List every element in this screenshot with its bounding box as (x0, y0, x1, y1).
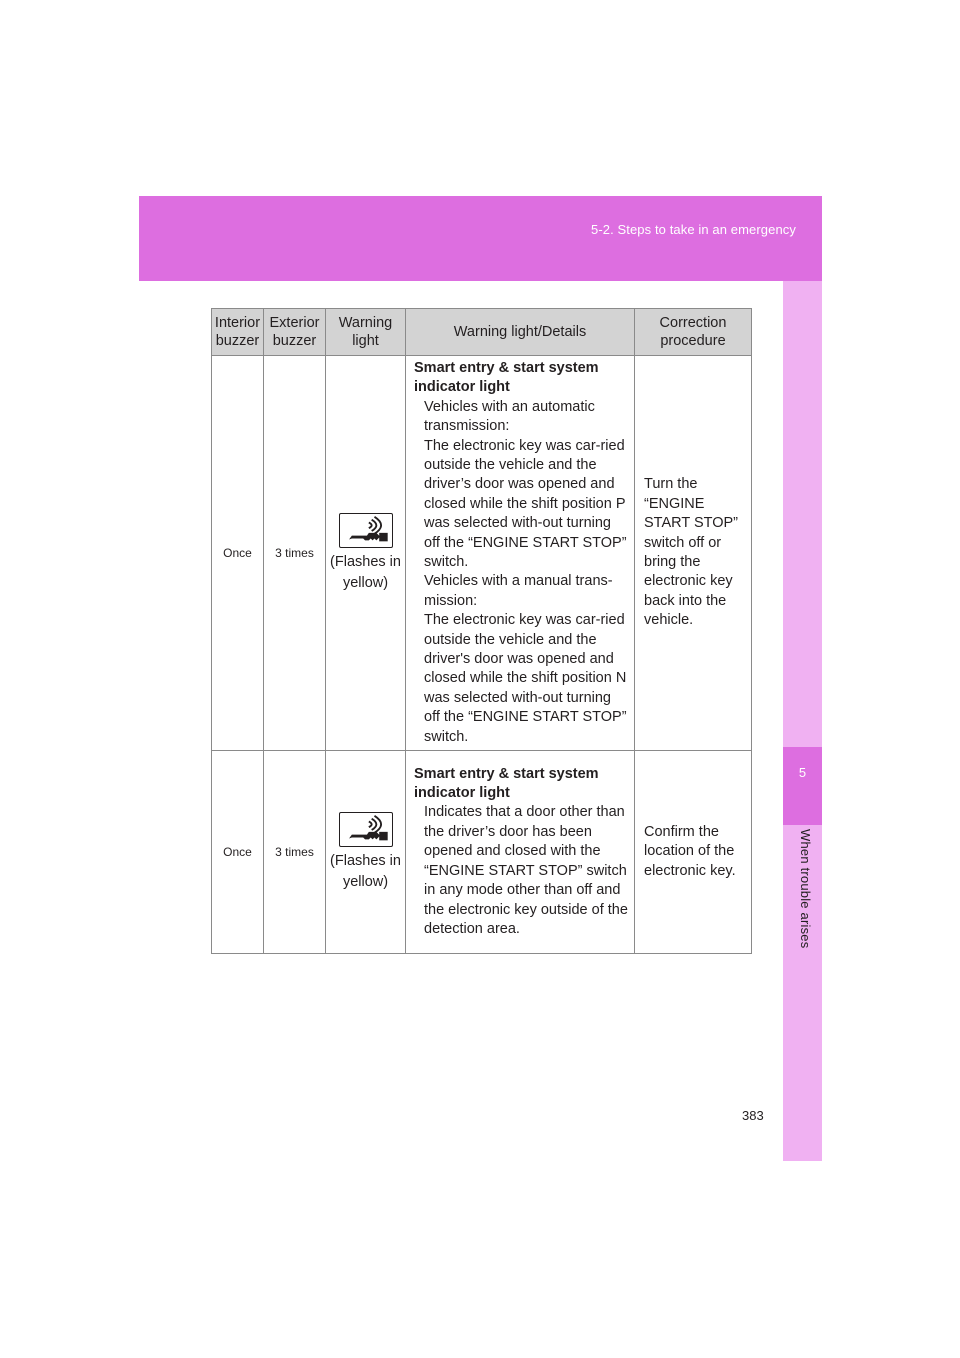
header-exterior-buzzer: Exterior buzzer (264, 309, 326, 356)
smart-key-warning-icon (339, 513, 393, 548)
interior-buzzer-cell: Once (212, 751, 264, 954)
warning-light-cell (326, 751, 406, 954)
detail-line: The electronic key was car-ried outside the vehicle and the driver’s door was opened and closed while the shift position P was selected with-out turning off the “ENGINE START STOP” switch. (424, 437, 627, 570)
header-interior-buzzer: Interior buzzer (212, 309, 264, 356)
chapter-side-strip (783, 281, 822, 1161)
flash-note: (Flashes in yellow) (330, 553, 401, 591)
chapter-title: When trouble arises (798, 829, 813, 949)
chapter-tab[interactable]: 5 (783, 747, 822, 825)
table-row (212, 751, 752, 954)
header-correction: Correction procedure (635, 309, 752, 356)
details-cell (406, 356, 635, 751)
header-details: Warning light/Details (406, 309, 635, 356)
detail-line: Indicates that a door other than the driver’s door has been opened and closed with the “ENGINE START STOP” switch in any mode other than off and the electronic key outside of the detection area. (424, 804, 628, 937)
flash-note: (Flashes in yellow) (330, 852, 401, 890)
correction-cell: Confirm the location of the electronic key. (635, 751, 752, 954)
exterior-buzzer-cell: 3 times (264, 356, 326, 751)
warning-table (211, 308, 752, 954)
section-title: 5-2. Steps to take in an emergency (590, 222, 796, 237)
detail-line: Vehicles with a manual trans-mission: (424, 573, 613, 609)
detail-line: Vehicles with an automatic transmission: (424, 398, 595, 435)
warning-light-cell (326, 356, 406, 751)
detail-title: Smart entry & start system indicator light (414, 765, 599, 802)
details-cell (406, 751, 635, 954)
table-header-row (212, 309, 752, 356)
detail-line: The electronic key was car-ried outside the vehicle and the driver's door was opened and closed while the shift position N was selected with-out turning off the “ENGINE START STOP” switch. (424, 612, 627, 745)
interior-buzzer-cell: Once (212, 356, 264, 751)
correction-cell: Turn the “ENGINE START STOP” switch off or bring the electronic key back into the vehicle. (635, 356, 752, 751)
header-band (139, 196, 822, 281)
detail-title: Smart entry & start system indicator light (414, 359, 599, 396)
header-warning-light: Warning light (326, 309, 406, 356)
table-row (212, 356, 752, 751)
smart-key-warning-icon (339, 812, 393, 847)
page-number: 383 (742, 1108, 764, 1123)
exterior-buzzer-cell: 3 times (264, 751, 326, 954)
